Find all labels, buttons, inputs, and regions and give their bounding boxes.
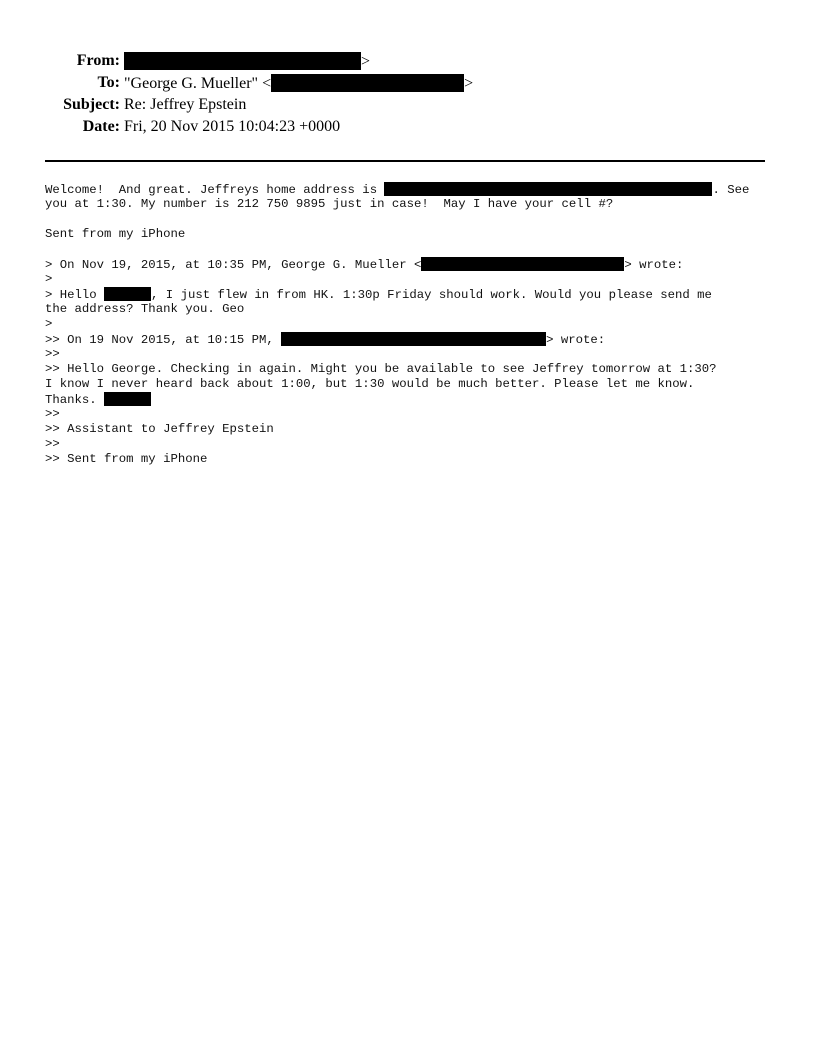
email-body	[45, 182, 785, 467]
body-line	[45, 257, 785, 272]
date-value: Fri, 20 Nov 2015 10:04:23 +0000	[124, 118, 341, 135]
redaction-block	[124, 52, 361, 70]
body-line: >> Sent from my iPhone	[45, 452, 208, 466]
body-line: the address? Thank you. Geo	[45, 302, 245, 316]
date-label: Date:	[82, 118, 120, 135]
redaction-block	[104, 287, 151, 301]
redaction-block	[281, 332, 546, 346]
body-line: >> Hello George. Checking in again. Might you be available to see Jeffrey tomorrow at 1:30?	[45, 362, 717, 376]
blank-line	[45, 242, 785, 257]
text-span: Thanks.	[45, 393, 105, 407]
text-span: > wrote:	[624, 258, 684, 272]
text-span: >> On 19 Nov 2015, at 10:15 PM,	[45, 333, 282, 347]
redaction-block	[104, 392, 151, 406]
body-line: Sent from my iPhone	[45, 227, 186, 241]
body-line: >	[45, 317, 53, 331]
text-span: > Hello	[45, 288, 105, 302]
body-line	[45, 392, 785, 407]
body-line: >>	[45, 347, 60, 361]
text-span: . See	[712, 183, 750, 197]
text-span: > On Nov 19, 2015, at 10:35 PM, George G. Mueller <	[45, 258, 422, 272]
redaction-block	[271, 74, 464, 92]
date-row	[0, 118, 341, 140]
subject-row	[0, 96, 247, 118]
text-span: Welcome! And great. Jeffreys home address is	[45, 183, 385, 197]
body-line	[45, 332, 785, 347]
body-line: >>	[45, 437, 60, 451]
header-divider	[45, 160, 765, 162]
blank-line	[45, 212, 785, 227]
subject-value: Re: Jeffrey Epstein	[124, 96, 247, 113]
to-name: "George G. Mueller" <	[124, 75, 272, 92]
from-label: From:	[76, 52, 120, 69]
body-line	[45, 182, 785, 197]
body-line	[45, 287, 785, 302]
body-line: I know I never heard back about 1:00, but 1:30 would be much better. Please let me know.	[45, 377, 695, 391]
to-label: To:	[97, 74, 120, 91]
to-value	[124, 74, 473, 93]
text-span: , I just flew in from HK. 1:30p Friday should work. Would you please send me	[151, 288, 712, 302]
redaction-block	[421, 257, 624, 271]
body-line: you at 1:30. My number is 212 750 9895 just in case! May I have your cell #?	[45, 197, 614, 211]
body-line: >>	[45, 407, 60, 421]
to-close: >	[464, 75, 474, 92]
text-span: > wrote:	[546, 333, 606, 347]
body-line: >> Assistant to Jeffrey Epstein	[45, 422, 274, 436]
subject-label: Subject:	[63, 96, 120, 113]
to-row	[0, 74, 474, 96]
redaction-block	[384, 182, 712, 196]
from-close: >	[361, 53, 371, 70]
from-row	[0, 52, 371, 74]
from-value	[124, 52, 370, 71]
body-line: >	[45, 272, 53, 286]
